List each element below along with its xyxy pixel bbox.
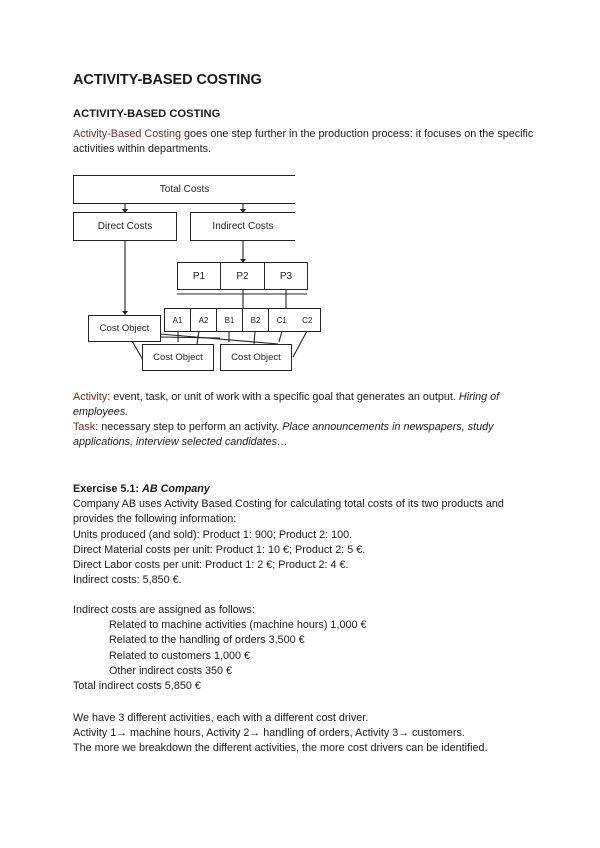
assignment-intro: Indirect costs are assigned as follows: xyxy=(73,604,255,616)
exercise-line: Company AB uses Activity Based Costing for calculating total costs of its two products and provides the following information: xyxy=(73,498,504,526)
assignment-total: Total indirect costs 5,850 € xyxy=(73,680,201,693)
assignment-item: Related to customers 1,000 € xyxy=(109,649,251,662)
task-example: Place announcements in newspapers, study applications, interview selected candidates… xyxy=(73,421,494,449)
task-text: : necessary step to perform an activity. xyxy=(95,421,283,433)
activity-c1: C1 xyxy=(276,315,287,325)
activity-definition xyxy=(73,390,543,420)
exercise-label: Exercise 5.1: xyxy=(73,483,143,495)
pool-p2: P2 xyxy=(220,262,265,290)
closing-block xyxy=(73,711,543,757)
activity-example: Hiring of employees. xyxy=(73,391,500,419)
closing-line: The more we breakdown the different activities, the more cost drivers can be identified. xyxy=(73,742,488,755)
exercise-line: Direct Labor costs per unit: Product 1: 2 €; Product 2: 4 €. xyxy=(73,559,349,572)
cost-object-middle: Cost Object xyxy=(142,344,214,371)
activity-c2: C2 xyxy=(302,315,313,325)
activity-term: Activity xyxy=(73,391,108,403)
activity-a1: A1 xyxy=(164,308,191,332)
abc-diagram xyxy=(0,0,600,400)
exercise-line: Direct Material costs per unit: Product 1: 10 €; Product 2: 5 €. xyxy=(73,543,366,556)
activity-b2: B2 xyxy=(242,308,269,332)
task-term: Task xyxy=(73,421,96,433)
page-title: ACTIVITY-BASED COSTING xyxy=(73,72,262,88)
exercise-line: Units produced (and sold): Product 1: 900; Product 2: 100. xyxy=(73,528,353,541)
exercise-name: AB Company xyxy=(142,483,210,495)
pool-p1: P1 xyxy=(177,262,221,290)
exercise-heading xyxy=(73,482,543,497)
cost-object-left: Cost Object xyxy=(88,315,161,342)
intro-text: goes one step further in the production process: it focuses on the specific activities within departments. xyxy=(73,128,534,156)
closing-line: Activity 1→ machine hours, Activity 2→ handling of orders, Activity 3→ customers. xyxy=(73,727,465,740)
assignment-item: Related to the handling of orders 3,500 € xyxy=(109,634,305,647)
pool-p3: P3 xyxy=(264,262,308,290)
activity-text: : event, task, or unit of work with a specific goal that generates an output. xyxy=(107,391,459,403)
section-heading: ACTIVITY-BASED COSTING xyxy=(73,108,221,120)
task-definition xyxy=(73,420,543,450)
activity-c-group xyxy=(268,308,321,332)
activity-b1: B1 xyxy=(216,308,243,332)
closing-line: We have 3 different activities, each with a different cost driver. xyxy=(73,712,369,724)
indirect-costs-box: Indirect Costs xyxy=(190,212,295,241)
assignment-block xyxy=(73,603,543,694)
assignment-item: Related to machine activities (machine hours) 1,000 € xyxy=(109,619,367,632)
direct-costs-box: Direct Costs xyxy=(73,212,177,241)
intro-term: Activity-Based Costing xyxy=(73,128,182,140)
exercise-block xyxy=(73,482,543,588)
cost-object-right: Cost Object xyxy=(220,344,292,371)
activity-a2: A2 xyxy=(190,308,217,332)
assignment-item: Other indirect costs 350 € xyxy=(109,664,233,677)
exercise-line: Indirect costs: 5,850 €. xyxy=(73,574,182,587)
total-costs-box: Total Costs xyxy=(73,175,295,204)
